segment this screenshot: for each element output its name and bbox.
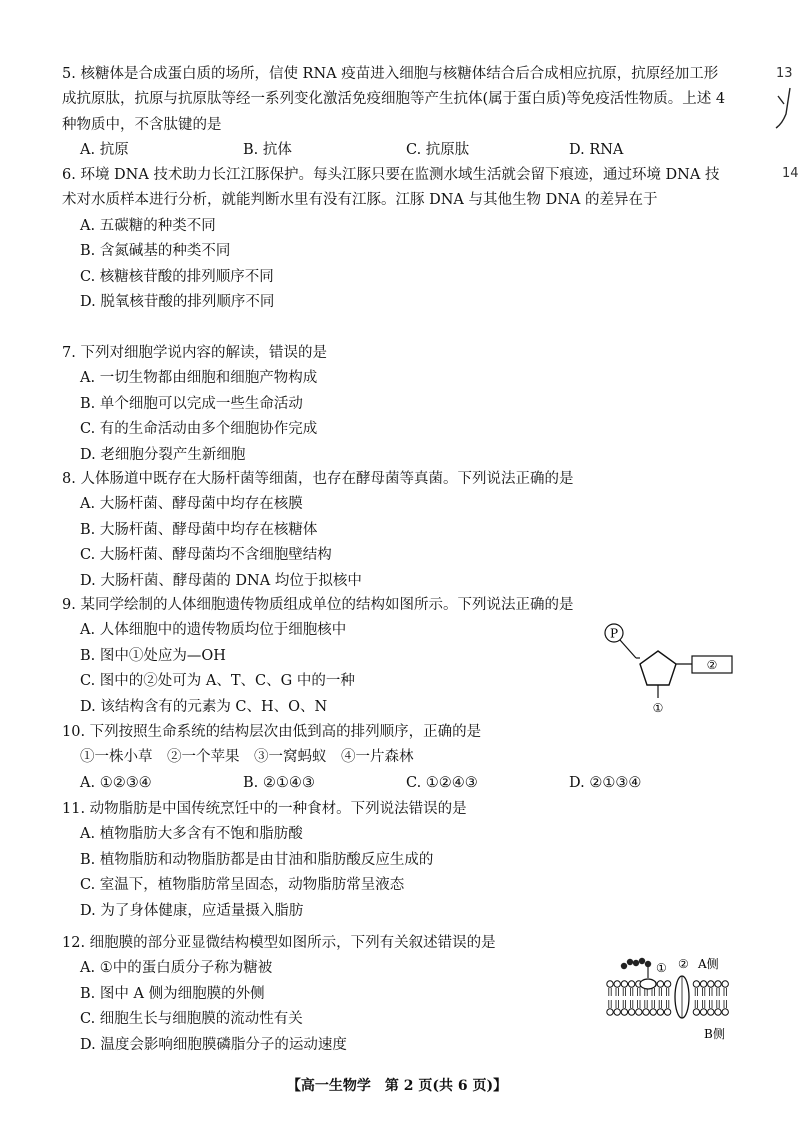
base-label: ② <box>706 658 718 672</box>
option-d: D. ②①③④ <box>569 774 642 791</box>
phospholipid-head <box>664 1009 670 1015</box>
phospholipid-head <box>693 981 699 987</box>
option-a: A. ①②③④ <box>80 774 152 791</box>
option-a: A. 一切生物都由细胞和细胞产物构成 <box>80 370 318 387</box>
option-b: B. ②①④③ <box>243 774 315 791</box>
option-a: A. ①中的蛋白质分子称为糖被 <box>80 960 273 977</box>
question-11 <box>62 797 732 924</box>
option-b: B. 图中①处应为—OH <box>80 647 226 664</box>
phospholipid-head <box>708 1009 714 1015</box>
margin-scribble <box>774 86 794 132</box>
option-d: D. 为了身体健康，应适量摄入脂肪 <box>80 902 304 919</box>
option-b: B. 大肠杆菌、酵母菌中均存在核糖体 <box>80 521 318 538</box>
question-stem: 8. 人体肠道中既存在大肠杆菌等细菌，也存在酵母菌等真菌。下列说法正确的是 <box>62 471 574 487</box>
option-b: B. 图中 A 侧为细胞膜的外侧 <box>80 985 265 1002</box>
phospholipid-head <box>650 1009 656 1015</box>
question-stem: 7. 下列对细胞学说内容的解读，错误的是 <box>62 345 327 361</box>
question-stem: 11. 动物脂肪是中国传统烹饪中的一种食材。下列说法错误的是 <box>62 801 467 817</box>
phospholipid-head <box>607 981 613 987</box>
option-b: B. 抗体 <box>243 142 292 159</box>
phospholipid-head <box>628 981 634 987</box>
phospholipid-head <box>664 981 670 987</box>
phospholipid-head <box>614 981 620 987</box>
side-b-label: B侧 <box>704 1027 725 1041</box>
phospholipid-head <box>614 1009 620 1015</box>
option-c: C. 细胞生长与细胞膜的流动性有关 <box>80 1011 303 1028</box>
label-1: ① <box>656 961 667 975</box>
phospholipid-head <box>643 1009 649 1015</box>
side-a-label: A侧 <box>698 957 719 971</box>
option-d: D. RNA <box>569 142 624 159</box>
option-b: B. 含氮碱基的种类不同 <box>80 243 231 260</box>
page-footer: 【高一生物学 第 2 页(共 6 页)】 <box>286 1078 508 1094</box>
phospholipid-head <box>693 1009 699 1015</box>
question-6 <box>62 163 732 315</box>
phospholipid-heads-top <box>607 981 729 996</box>
option-d: D. 老细胞分裂产生新细胞 <box>80 446 246 463</box>
phospholipid-head <box>607 1009 613 1015</box>
option-b: B. 植物脂肪和动物脂肪都是由甘油和脂肪酸反应生成的 <box>80 851 434 868</box>
question-stem: 10. 下列按照生命系统的结构层次由低到高的排列顺序，正确的是 <box>62 724 482 740</box>
label-1: ① <box>652 701 664 715</box>
phospholipid-head <box>621 1009 627 1015</box>
question-5 <box>62 62 732 164</box>
option-d: D. 脱氧核苷酸的排列顺序不同 <box>80 294 275 311</box>
question-stem: 12. 细胞膜的部分亚显微结构模型如图所示，下列有关叙述错误的是 <box>62 935 496 951</box>
option-row <box>80 138 732 163</box>
option-d: D. 该结构含有的元素为 C、H、O、N <box>80 698 328 715</box>
phospholipid-head <box>700 981 706 987</box>
phosphate-label: P <box>609 626 619 641</box>
margin-number-13: 13 <box>776 66 793 81</box>
phospholipid-head <box>657 1009 663 1015</box>
phospholipid-heads-bottom <box>607 1000 729 1015</box>
phospholipid-head <box>621 981 627 987</box>
option-a: A. 大肠杆菌、酵母菌中均存在核膜 <box>80 496 303 513</box>
option-c: C. 核糖核苷酸的排列顺序不同 <box>80 268 274 285</box>
nucleotide-figure <box>596 618 741 718</box>
option-a: A. 五碳糖的种类不同 <box>80 217 216 234</box>
option-a: A. 抗原 <box>80 142 129 159</box>
peripheral-protein <box>640 979 656 989</box>
phospholipid-head <box>715 981 721 987</box>
option-c: C. 室温下，植物脂肪常呈固态，动物脂肪常呈液态 <box>80 877 405 894</box>
glycocalyx <box>621 958 651 978</box>
option-a: A. 人体细胞中的遗传物质均位于细胞核中 <box>80 622 347 639</box>
option-d: D. 温度会影响细胞膜磷脂分子的运动速度 <box>80 1036 347 1053</box>
phospholipid-head <box>722 1009 728 1015</box>
question-stem: 9. 某同学绘制的人体细胞遗传物质组成单位的结构如图所示。下列说法正确的是 <box>62 597 574 613</box>
question-8 <box>62 467 732 594</box>
pentose-ring <box>640 651 676 685</box>
option-d: D. 大肠杆菌、酵母菌的 DNA 均位于拟核中 <box>80 572 362 589</box>
option-c: C. 抗原肽 <box>406 142 470 159</box>
option-a: A. 植物脂肪大多含有不饱和脂肪酸 <box>80 826 303 843</box>
phospholipid-head <box>722 981 728 987</box>
phospholipid-head <box>628 1009 634 1015</box>
option-c: C. 有的生命活动由多个细胞协作完成 <box>80 421 318 438</box>
phospholipid-head <box>715 1009 721 1015</box>
margin-number-14: 14 <box>782 166 799 181</box>
phospholipid-head <box>708 981 714 987</box>
option-c: C. ①②④③ <box>406 774 478 791</box>
question-stem: 6. 环境 DNA 技术助力长江江豚保护。每头江豚只要在监测水域生活就会留下痕迹，通过环境 DNA 技术对水质样本进行分析，就能判断水里有没有江豚。江豚 DNA 与其他生物 DNA 的差异在于 <box>62 167 720 209</box>
question-stem: 5. 核糖体是合成蛋白质的场所，信使 RNA 疫苗进入细胞与核糖体结合后合成相应抗原，抗原经加工形成抗原肽，抗原与抗原肽等经一系列变化激活免疫细胞等产生抗体(属于蛋白质)等免疫活性物质。上述 4 种物质中，不含肽键的是 <box>62 66 726 133</box>
phospholipid-head <box>700 1009 706 1015</box>
option-c: C. 大肠杆菌、酵母菌均不含细胞壁结构 <box>80 547 332 564</box>
label-2: ② <box>678 957 689 971</box>
phospholipid-head <box>636 1009 642 1015</box>
option-b: B. 单个细胞可以完成一些生命活动 <box>80 395 303 412</box>
question-items: ①一株小草 ②一个苹果 ③一窝蚂蚁 ④一片森林 <box>80 749 414 766</box>
question-7 <box>62 341 732 468</box>
option-c: C. 图中的②处可为 A、T、C、G 中的一种 <box>80 673 355 690</box>
option-row <box>80 771 732 796</box>
cell-membrane-figure <box>604 954 736 1042</box>
phospholipid-head <box>657 981 663 987</box>
question-10 <box>62 720 732 796</box>
